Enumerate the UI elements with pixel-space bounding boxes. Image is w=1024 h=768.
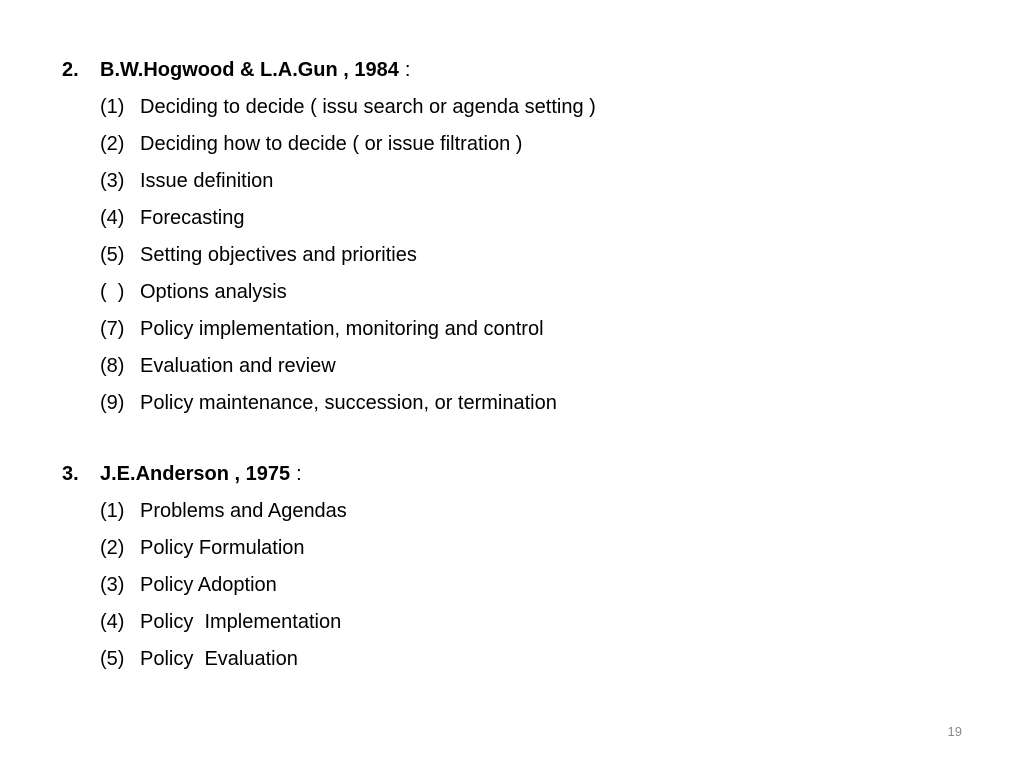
item-text: Deciding to decide ( issu search or agenda setting )	[140, 96, 596, 118]
list-item	[100, 314, 596, 351]
item-text: Policy Formulation	[140, 537, 305, 559]
section-title: B.W.Hogwood & L.A.Gun , 1984	[100, 59, 399, 81]
item-text: Issue definition	[140, 170, 274, 192]
section-number: 2.	[62, 59, 79, 81]
item-text: Policy maintenance, succession, or termination	[140, 392, 557, 414]
item-label: (1)	[100, 96, 125, 118]
item-label: (2)	[100, 537, 125, 559]
list-item	[100, 166, 596, 203]
list-item	[100, 277, 596, 314]
item-text: Forecasting	[140, 207, 245, 229]
section-colon: :	[404, 59, 411, 81]
list-item	[100, 607, 347, 644]
list-item	[100, 388, 596, 425]
item-text: Policy Adoption	[140, 574, 277, 596]
page-number: 19	[947, 724, 962, 739]
section-heading	[62, 55, 596, 85]
item-label: (2)	[100, 133, 125, 155]
list-item	[100, 496, 347, 533]
item-label: ( )	[100, 281, 125, 303]
list-item	[100, 203, 596, 240]
section-title: J.E.Anderson , 1975	[100, 463, 291, 485]
item-label: (5)	[100, 244, 125, 266]
list-item	[100, 644, 347, 681]
item-label: (3)	[100, 170, 125, 192]
section-number: 3.	[62, 463, 79, 485]
item-label: (4)	[100, 207, 125, 229]
list-item	[100, 570, 347, 607]
section-colon: :	[296, 463, 302, 485]
section-hogwood-gun	[62, 55, 596, 425]
section-heading	[62, 459, 347, 489]
item-text: Policy Evaluation	[140, 648, 298, 670]
stage-list	[62, 496, 347, 681]
item-label: (3)	[100, 574, 125, 596]
list-item	[100, 240, 596, 277]
section-anderson	[62, 459, 347, 681]
item-label: (4)	[100, 611, 125, 633]
list-item	[100, 129, 596, 166]
stage-list	[62, 92, 596, 425]
item-label: (1)	[100, 500, 125, 522]
item-text: Options analysis	[140, 281, 287, 303]
list-item	[100, 533, 347, 570]
item-label: (7)	[100, 318, 125, 340]
item-text: Setting objectives and priorities	[140, 244, 417, 266]
item-text: Deciding how to decide ( or issue filtration )	[140, 133, 523, 155]
list-item	[100, 92, 596, 129]
item-label: (5)	[100, 648, 125, 670]
list-item	[100, 351, 596, 388]
item-text: Policy implementation, monitoring and control	[140, 318, 544, 340]
item-text: Evaluation and review	[140, 355, 336, 377]
item-text: Policy Implementation	[140, 611, 342, 633]
item-label: (8)	[100, 355, 125, 377]
item-text: Problems and Agendas	[140, 500, 347, 522]
item-label: (9)	[100, 392, 125, 414]
